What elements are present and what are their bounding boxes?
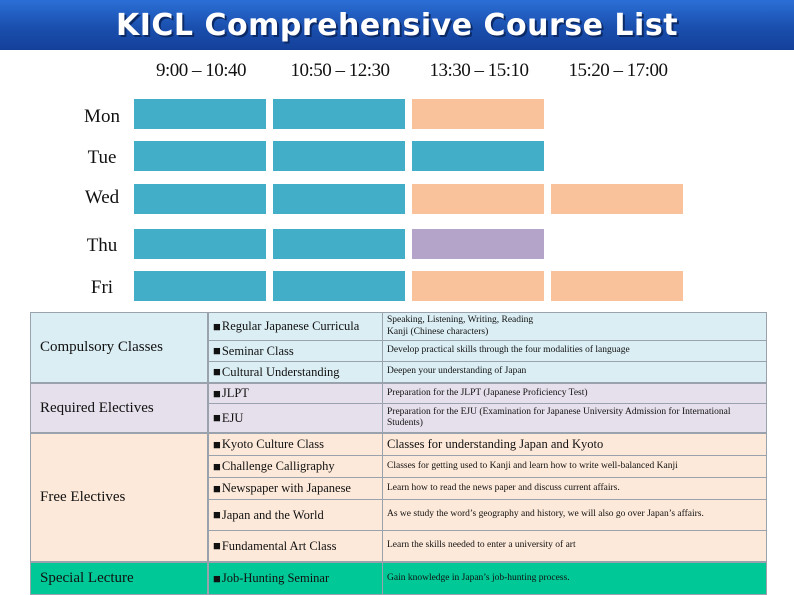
- course-row: ■ Seminar Class Develop practical skills through the four modalities of language: [208, 340, 767, 362]
- time-header: 15:20 – 17:00: [568, 60, 668, 81]
- course-name: Kyoto Culture Class: [221, 437, 324, 451]
- course-row: ■ Job-Hunting Seminar Gain knowledge in Japan’s job-hunting process.: [208, 562, 767, 595]
- course-name: JLPT: [221, 386, 249, 400]
- course-row: ■ Challenge Calligraphy Classes for getting used to Kanji and learn how to write well-balanced Kanji: [208, 455, 767, 478]
- course-name: EJU: [221, 410, 244, 425]
- page-title: KICL Comprehensive Course List: [115, 7, 679, 43]
- course-desc: Gain knowledge in Japan’s job-hunting process.: [387, 572, 570, 583]
- category-compulsory: [30, 312, 208, 383]
- class-block-fri-4: [551, 271, 683, 301]
- course-row: ■ Kyoto Culture Class Classes for understanding Japan and Kyoto: [208, 433, 767, 456]
- course-row: ■ JLPT Preparation for the JLPT (Japanese Proficiency Test): [208, 383, 767, 404]
- class-block-fri-3: [412, 271, 544, 301]
- category-required: [30, 383, 208, 433]
- title-banner: [0, 0, 794, 50]
- course-name: Job-Hunting Seminar: [221, 571, 330, 585]
- course-desc: Speaking, Listening, Writing, Reading: [387, 315, 534, 326]
- course-row: ■ Japan and the World As we study the word’s geography and history, we will also go over Japan’s affairs.: [208, 499, 767, 531]
- course-desc: Learn the skills needed to enter a university of art: [387, 540, 576, 551]
- course-desc: Preparation for the EJU (Examination for Japanese University Admission for International Students): [387, 406, 731, 428]
- class-block-mon-2: [273, 99, 405, 129]
- class-block-fri-2: [273, 271, 405, 301]
- time-header: 13:30 – 15:10: [429, 60, 529, 81]
- course-desc: Classes for understanding Japan and Kyoto: [387, 437, 604, 451]
- course-desc: Develop practical skills through the four modalities of language: [387, 345, 630, 356]
- class-block-wed-2: [273, 184, 405, 214]
- course-row: ■ Regular Japanese Curricula Speaking, Listening, Writing, Reading Kanji (Chinese characters): [208, 312, 767, 341]
- day-label: Fri: [90, 277, 114, 298]
- day-label: Mon: [84, 106, 120, 127]
- course-desc: Kanji (Chinese characters): [387, 326, 489, 337]
- class-block-thu-1: [134, 229, 266, 259]
- class-block-wed-3: [412, 184, 544, 214]
- course-row: ■ Cultural Understanding Deepen your understanding of Japan: [208, 361, 767, 383]
- class-block-tue-3: [412, 141, 544, 171]
- day-label: Tue: [87, 147, 117, 168]
- course-name: Japan and the World: [221, 507, 324, 522]
- class-block-thu-3: [412, 229, 544, 259]
- course-row: ■ EJU Preparation for the EJU (Examination for Japanese University Admission for International Students): [208, 403, 767, 433]
- class-block-wed-1: [134, 184, 266, 214]
- time-header: 10:50 – 12:30: [290, 60, 390, 81]
- course-desc: Preparation for the JLPT (Japanese Proficiency Test): [387, 387, 588, 398]
- time-header: 9:00 – 10:40: [155, 60, 247, 81]
- course-row: ■ Newspaper with Japanese Learn how to read the news paper and discuss current affairs.: [208, 477, 767, 500]
- category-special: [30, 562, 208, 595]
- course-desc: Deepen your understanding of Japan: [387, 366, 527, 377]
- course-name: Challenge Calligraphy: [221, 459, 335, 473]
- category-label: Special Lecture: [40, 570, 134, 586]
- class-block-fri-1: [134, 271, 266, 301]
- day-label: Wed: [84, 187, 120, 208]
- course-name: Newspaper with Japanese: [221, 481, 351, 495]
- class-block-thu-2: [273, 229, 405, 259]
- class-block-wed-4: [551, 184, 683, 214]
- course-name: Fundamental Art Class: [221, 538, 337, 553]
- class-block-tue-2: [273, 141, 405, 171]
- category-free: [30, 433, 208, 562]
- course-desc: Learn how to read the news paper and discuss current affairs.: [387, 482, 620, 493]
- day-label: Thu: [86, 235, 118, 256]
- course-desc: Classes for getting used to Kanji and learn how to write well-balanced Kanji: [387, 460, 678, 471]
- course-name: Regular Japanese Curricula: [221, 319, 360, 333]
- course-name: Seminar Class: [221, 343, 294, 358]
- category-label: Free Electives: [40, 489, 126, 505]
- category-label: Compulsory Classes: [40, 339, 163, 355]
- course-row: ■ Fundamental Art Class Learn the skills needed to enter a university of art: [208, 530, 767, 562]
- category-label: Required Electives: [40, 399, 154, 416]
- class-block-mon-3: [412, 99, 544, 129]
- class-block-mon-1: [134, 99, 266, 129]
- course-desc: As we study the word’s geography and history, we will also go over Japan’s affairs.: [387, 509, 704, 520]
- class-block-tue-1: [134, 141, 266, 171]
- course-name: Cultural Understanding: [221, 364, 340, 379]
